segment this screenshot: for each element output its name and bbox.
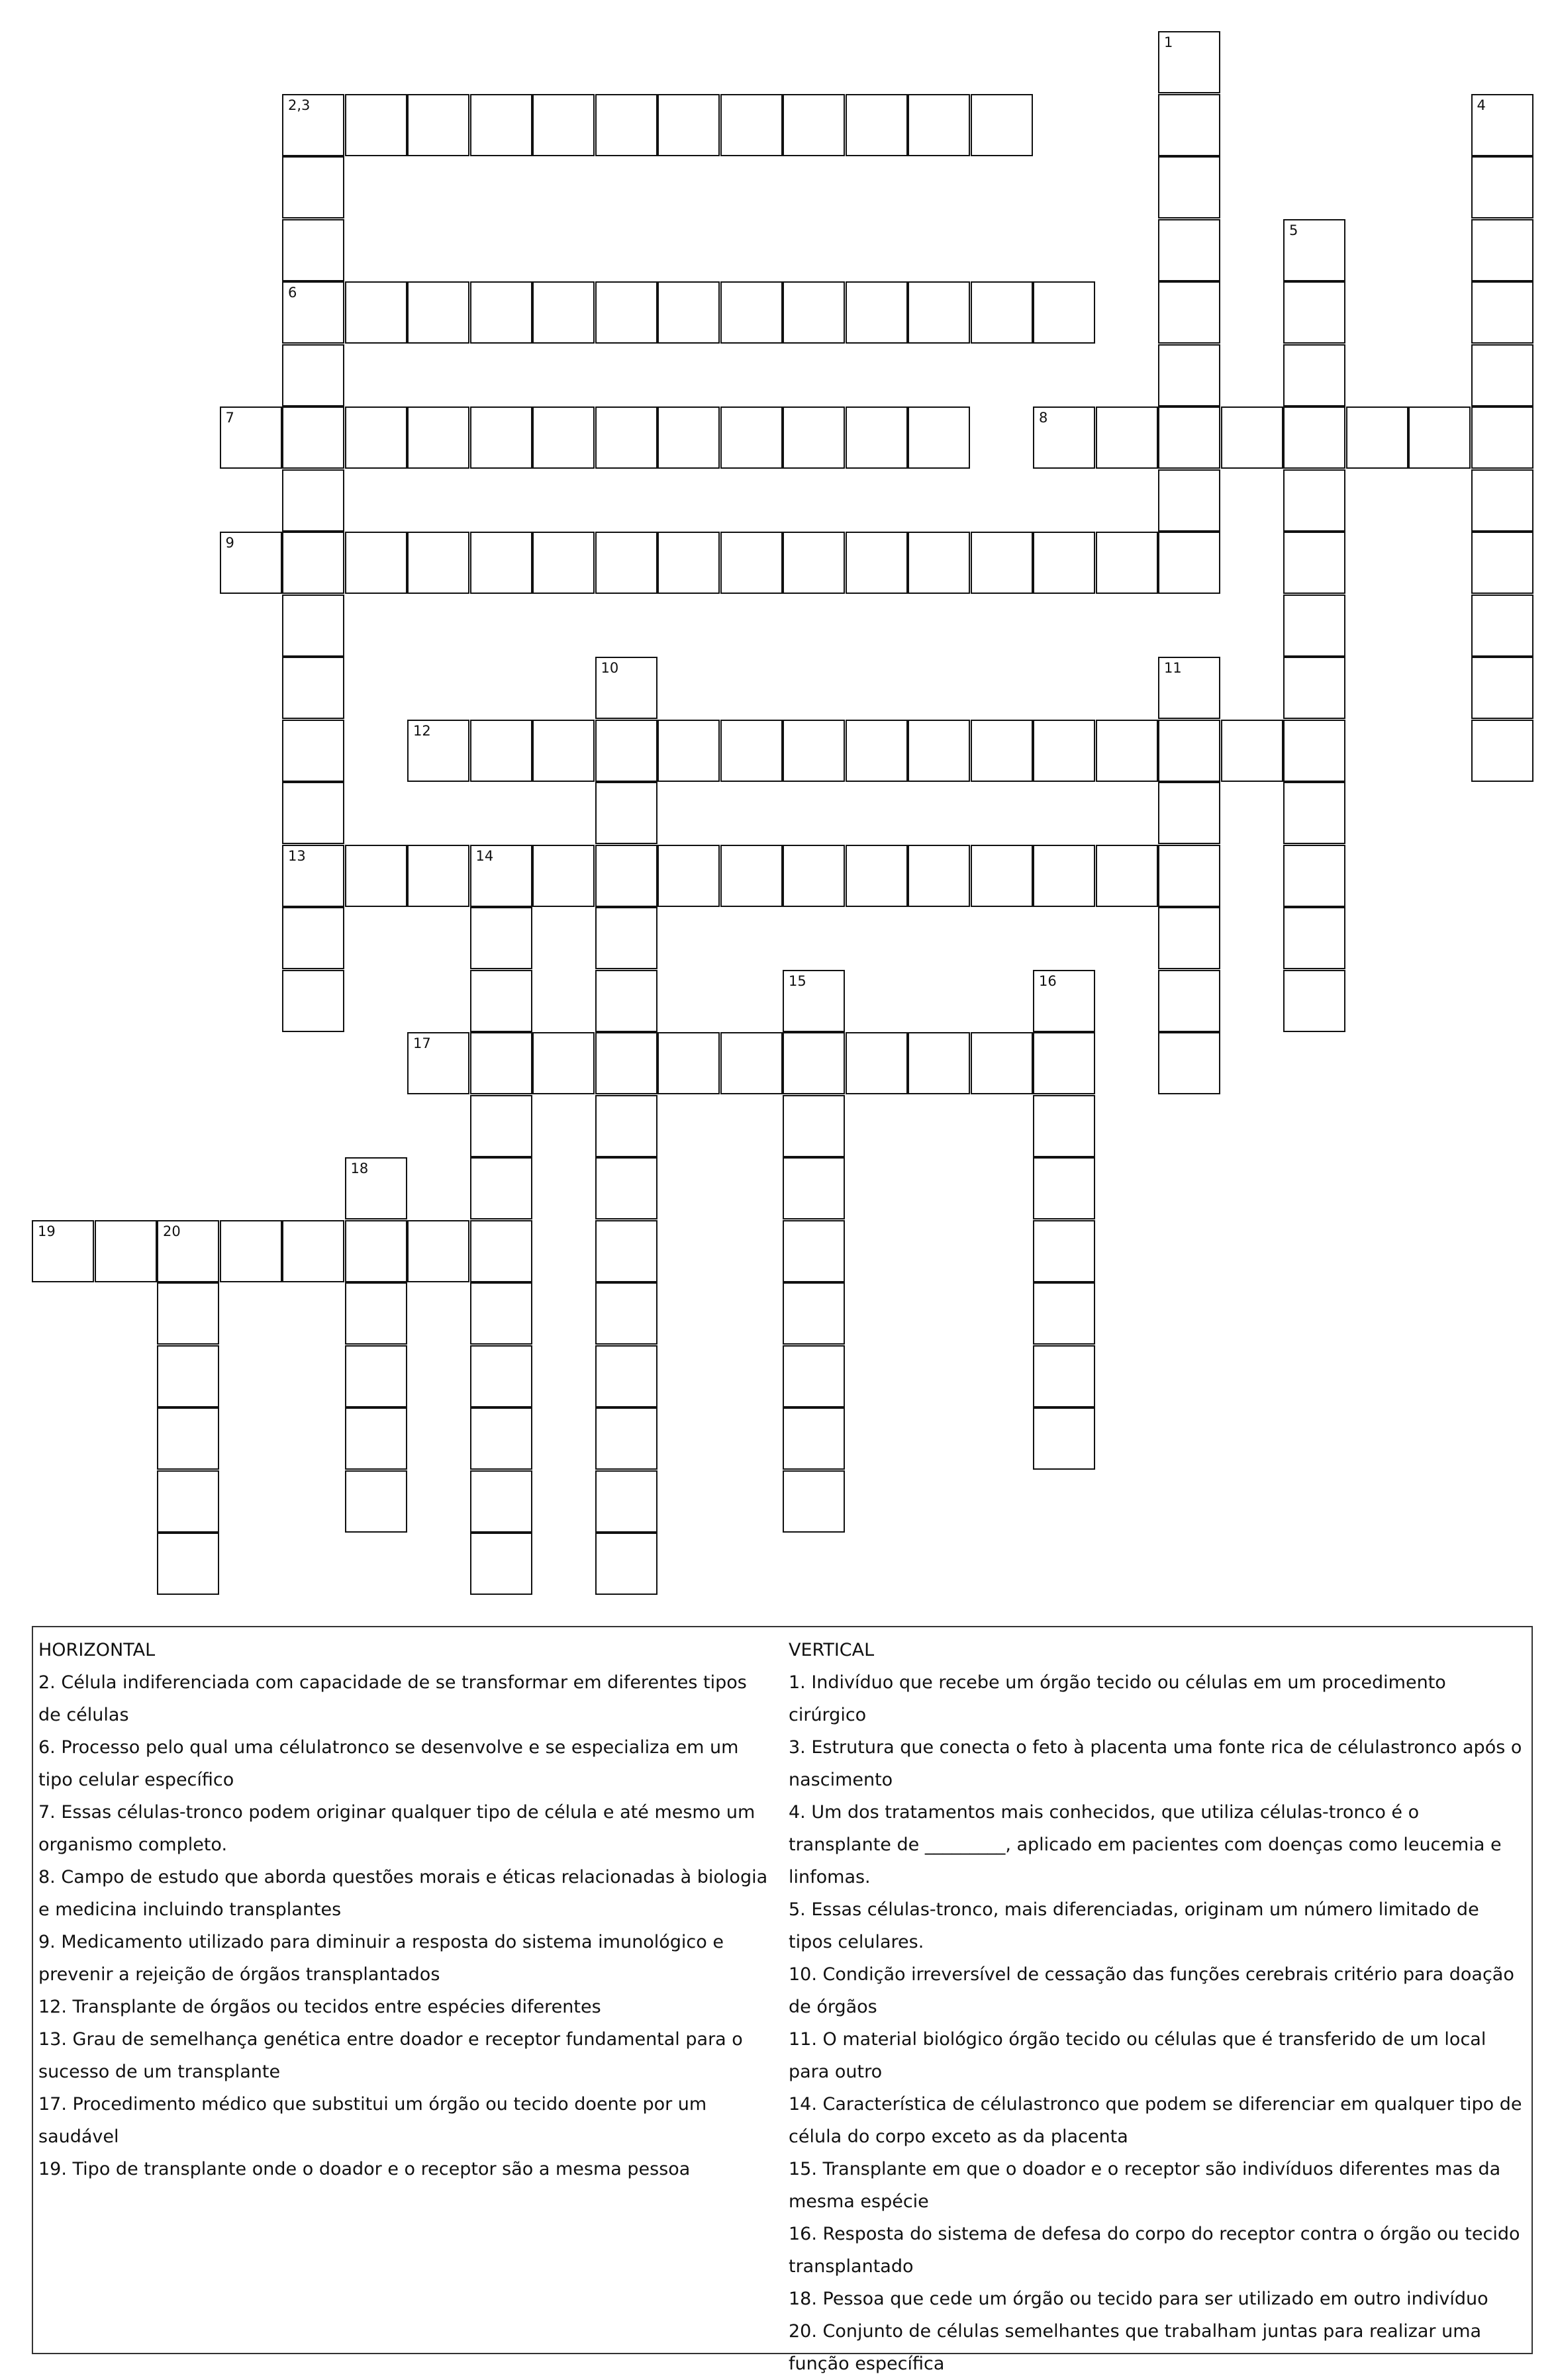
grid-cell[interactable] (783, 406, 845, 469)
grid-cell[interactable] (783, 1157, 845, 1219)
grid-cell[interactable] (1283, 782, 1345, 844)
grid-cell[interactable] (470, 1407, 532, 1470)
grid-cell[interactable] (595, 782, 657, 844)
grid-cell[interactable] (783, 970, 845, 1032)
clue-number: 19 (38, 1223, 56, 1239)
grid-cell[interactable] (470, 907, 532, 969)
grid-cell[interactable] (971, 1032, 1033, 1094)
grid-cell[interactable] (1033, 720, 1095, 782)
clue-number: 9 (225, 535, 234, 551)
grid-cell[interactable] (1283, 219, 1345, 281)
grid-cell[interactable] (157, 1470, 219, 1533)
grid-cell[interactable] (1283, 970, 1345, 1032)
grid-cell[interactable] (95, 1220, 157, 1282)
grid-cell[interactable] (908, 720, 970, 782)
grid-cell[interactable] (1283, 344, 1345, 406)
grid-cell[interactable] (908, 94, 970, 156)
grid-cell[interactable] (657, 406, 720, 469)
clue-v1: 1. Indivíduo que recebe um órgão tecido ou células em um procedimento cirúrgico (789, 1672, 1446, 1725)
clue-v16: 16. Resposta do sistema de defesa do corpo do receptor contra o órgão ou tecido transplantado (789, 2224, 1520, 2277)
clue-v4: 4. Um dos tratamentos mais conhecidos, que utiliza células-tronco é o transplante de _________, aplicado em pacientes com doenças como leucemia e linfomas. (789, 1802, 1502, 1887)
grid-cell[interactable] (720, 720, 783, 782)
grid-cell[interactable] (657, 1032, 720, 1094)
grid-cell[interactable] (470, 1095, 532, 1157)
grid-cell[interactable] (1283, 907, 1345, 969)
grid-cell[interactable] (1471, 469, 1533, 532)
grid-cell[interactable] (282, 782, 344, 844)
grid-cell[interactable] (1096, 720, 1158, 782)
grid-cell[interactable] (1283, 845, 1345, 907)
grid-cell[interactable] (783, 720, 845, 782)
vertical-heading: VERTICAL (789, 1640, 875, 1660)
clue-h2: 2. Célula indiferenciada com capacidade de se transformar em diferentes tipos de células (38, 1672, 747, 1725)
grid-cell[interactable] (1346, 406, 1408, 469)
grid-cell[interactable] (783, 1032, 845, 1094)
grid-cell[interactable] (1033, 845, 1095, 907)
grid-cell[interactable] (783, 1095, 845, 1157)
grid-cell[interactable] (282, 657, 344, 719)
grid-cell[interactable] (282, 845, 344, 907)
grid-cell[interactable] (657, 845, 720, 907)
grid-cell[interactable] (157, 1533, 219, 1595)
grid-cell[interactable] (971, 845, 1033, 907)
grid-cell[interactable] (345, 532, 407, 594)
clue-h8: 8. Campo de estudo que aborda questões morais e éticas relacionadas à biologia e medicina incluindo transplantes (38, 1867, 768, 1920)
grid-cell[interactable] (345, 1220, 407, 1282)
grid-cell[interactable] (1158, 156, 1220, 218)
clue-number: 11 (1164, 660, 1182, 676)
grid-cell[interactable] (470, 1282, 532, 1345)
grid-cell[interactable] (971, 281, 1033, 344)
grid-cell[interactable] (470, 970, 532, 1032)
grid-cell[interactable] (220, 532, 282, 594)
grid-cell[interactable] (783, 1407, 845, 1470)
grid-cell[interactable] (1283, 720, 1345, 782)
grid-cell[interactable] (846, 845, 908, 907)
grid-cell[interactable] (1158, 469, 1220, 532)
grid-cell[interactable] (470, 1470, 532, 1533)
grid-cell[interactable] (345, 281, 407, 344)
grid-cell[interactable] (532, 1032, 595, 1094)
grid-cell[interactable] (657, 94, 720, 156)
grid-cell[interactable] (595, 1157, 657, 1219)
grid-cell[interactable] (846, 406, 908, 469)
grid-cell[interactable] (595, 1220, 657, 1282)
grid-cell[interactable] (220, 406, 282, 469)
grid-cell[interactable] (1033, 406, 1095, 469)
clue-number: 8 (1039, 410, 1048, 426)
grid-cell[interactable] (407, 406, 469, 469)
grid-cell[interactable] (1221, 720, 1283, 782)
grid-cell[interactable] (282, 94, 344, 156)
grid-cell[interactable] (1158, 406, 1220, 469)
grid-cell[interactable] (595, 1345, 657, 1407)
grid-cell[interactable] (1158, 31, 1220, 93)
grid-cell[interactable] (470, 845, 532, 907)
grid-cell[interactable] (720, 532, 783, 594)
grid-cell[interactable] (157, 1220, 219, 1282)
grid-cell[interactable] (595, 532, 657, 594)
grid-cell[interactable] (595, 94, 657, 156)
clue-v10: 10. Condição irreversível de cessação das funções cerebrais critério para doação de órgãos (789, 1964, 1514, 2017)
clue-number: 14 (475, 847, 494, 864)
grid-cell[interactable] (407, 845, 469, 907)
grid-cell[interactable] (595, 970, 657, 1032)
grid-cell[interactable] (470, 1345, 532, 1407)
grid-cell[interactable] (282, 907, 344, 969)
grid-cell[interactable] (1471, 595, 1533, 657)
clue-number: 15 (789, 973, 806, 989)
grid-cell[interactable] (1471, 94, 1533, 156)
grid-cell[interactable] (783, 1220, 845, 1282)
grid-cell[interactable] (32, 1220, 94, 1282)
clue-number: 5 (1289, 222, 1298, 238)
grid-cell[interactable] (1471, 344, 1533, 406)
grid-cell[interactable] (532, 720, 595, 782)
grid-cell[interactable] (1283, 281, 1345, 344)
grid-cell[interactable] (282, 344, 344, 406)
grid-cell[interactable] (846, 532, 908, 594)
grid-cell[interactable] (470, 1220, 532, 1282)
horizontal-heading: HORIZONTAL (38, 1640, 156, 1660)
grid-cell[interactable] (1096, 532, 1158, 594)
clue-v20: 20. Conjunto de células semelhantes que trabalham juntas para realizar uma função específica (789, 2321, 1482, 2374)
grid-cell[interactable] (1158, 720, 1220, 782)
grid-cell[interactable] (595, 281, 657, 344)
grid-cell[interactable] (908, 406, 970, 469)
grid-cell[interactable] (1158, 219, 1220, 281)
grid-cell[interactable] (282, 219, 344, 281)
grid-cell[interactable] (282, 595, 344, 657)
grid-cell[interactable] (783, 1345, 845, 1407)
grid-cell[interactable] (282, 532, 344, 594)
grid-cell[interactable] (595, 1470, 657, 1533)
grid-cell[interactable] (407, 532, 469, 594)
grid-cell[interactable] (657, 720, 720, 782)
grid-cell[interactable] (1033, 1032, 1095, 1094)
clue-h7: 7. Essas células-tronco podem originar qualquer tipo de célula e até mesmo um organismo completo. (38, 1802, 755, 1855)
clue-number: 7 (225, 410, 234, 426)
grid-cell[interactable] (595, 1282, 657, 1345)
clue-h19: 19. Tipo de transplante onde o doador e o receptor são a mesma pessoa (38, 2159, 691, 2179)
grid-cell[interactable] (470, 532, 532, 594)
grid-cell[interactable] (971, 720, 1033, 782)
grid-cell[interactable] (1033, 1220, 1095, 1282)
grid-cell[interactable] (407, 720, 469, 782)
clue-number: 20 (163, 1223, 181, 1239)
grid-cell[interactable] (1158, 94, 1220, 156)
grid-cell[interactable] (1096, 406, 1158, 469)
grid-cell[interactable] (1471, 219, 1533, 281)
grid-cell[interactable] (345, 1157, 407, 1219)
grid-cell[interactable] (657, 281, 720, 344)
grid-cell[interactable] (1283, 532, 1345, 594)
grid-cell[interactable] (282, 720, 344, 782)
grid-cell[interactable] (1471, 406, 1533, 469)
grid-cell[interactable] (470, 1157, 532, 1219)
grid-cell[interactable] (783, 845, 845, 907)
grid-cell[interactable] (1471, 720, 1533, 782)
grid-cell[interactable] (1158, 532, 1220, 594)
grid-cell[interactable] (470, 281, 532, 344)
grid-cell[interactable] (1283, 595, 1345, 657)
grid-cell[interactable] (908, 845, 970, 907)
grid-cell[interactable] (1033, 1407, 1095, 1470)
grid-cell[interactable] (1471, 532, 1533, 594)
grid-cell[interactable] (1471, 657, 1533, 719)
grid-cell[interactable] (1158, 845, 1220, 907)
grid-cell[interactable] (345, 94, 407, 156)
grid-cell[interactable] (720, 845, 783, 907)
grid-cell[interactable] (1033, 532, 1095, 594)
grid-cell[interactable] (157, 1282, 219, 1345)
grid-cell[interactable] (595, 1095, 657, 1157)
grid-cell[interactable] (783, 1470, 845, 1533)
clue-h6: 6. Processo pelo qual uma célulatronco se desenvolve e se especializa em um tipo celular específico (38, 1737, 739, 1790)
clues-panel (32, 1626, 1533, 2374)
clue-number: 13 (288, 847, 306, 864)
clue-v18: 18. Pessoa que cede um órgão ou tecido para ser utilizado em outro indivíduo (789, 2289, 1488, 2309)
grid-cell[interactable] (1158, 281, 1220, 344)
clue-number: 1 (1164, 34, 1173, 50)
grid-cell[interactable] (971, 532, 1033, 594)
grid-cell[interactable] (657, 532, 720, 594)
grid-cell[interactable] (1158, 344, 1220, 406)
grid-cell[interactable] (971, 94, 1033, 156)
grid-cell[interactable] (720, 281, 783, 344)
clue-v3: 3. Estrutura que conecta o feto à placenta uma fonte rica de célulastronco após o nascimento (789, 1737, 1522, 1790)
grid-cell[interactable] (282, 156, 344, 218)
grid-cell[interactable] (1033, 281, 1095, 344)
grid-cell[interactable] (1158, 970, 1220, 1032)
grid-cell[interactable] (595, 907, 657, 969)
grid-cell[interactable] (1283, 469, 1345, 532)
grid-cell[interactable] (470, 94, 532, 156)
grid-cell[interactable] (1471, 281, 1533, 344)
grid-cell[interactable] (1033, 1095, 1095, 1157)
grid-cell[interactable] (595, 1407, 657, 1470)
grid-cell[interactable] (1408, 406, 1471, 469)
grid-cell[interactable] (720, 94, 783, 156)
grid-cell[interactable] (407, 94, 469, 156)
grid-cell[interactable] (532, 406, 595, 469)
grid-cell[interactable] (407, 1032, 469, 1094)
grid-cell[interactable] (157, 1407, 219, 1470)
grid-cell[interactable] (1033, 970, 1095, 1032)
grid-cell[interactable] (1158, 782, 1220, 844)
grid-cell[interactable] (282, 970, 344, 1032)
grid-cell[interactable] (595, 845, 657, 907)
grid-cell[interactable] (1033, 1157, 1095, 1219)
clue-v11: 11. O material biológico órgão tecido ou células que é transferido de um local para outro (789, 2029, 1486, 2082)
grid-cell[interactable] (345, 406, 407, 469)
clue-h12: 12. Transplante de órgãos ou tecidos entre espécies diferentes (38, 1997, 601, 2017)
clue-v14: 14. Característica de célulastronco que podem se diferenciar em qualquer tipo de célula do corpo exceto as da placenta (789, 2094, 1522, 2147)
grid-cell[interactable] (720, 406, 783, 469)
clue-h9: 9. Medicamento utilizado para diminuir a resposta do sistema imunológico e prevenir a rejeição de órgãos transplantados (38, 1932, 724, 1985)
grid-cell[interactable] (345, 1282, 407, 1345)
grid-cell[interactable] (1096, 845, 1158, 907)
grid-cell[interactable] (908, 1032, 970, 1094)
grid-cell[interactable] (470, 406, 532, 469)
grid-cell[interactable] (157, 1345, 219, 1407)
grid-cell[interactable] (282, 281, 344, 344)
grid-cell[interactable] (846, 720, 908, 782)
clue-number: 12 (413, 722, 431, 739)
grid-cell[interactable] (1158, 907, 1220, 969)
grid-cell[interactable] (1221, 406, 1283, 469)
grid-cell[interactable] (908, 532, 970, 594)
vertical-clues (789, 1634, 1527, 2380)
grid-cell[interactable] (783, 1282, 845, 1345)
grid-cell[interactable] (345, 1407, 407, 1470)
grid-cell[interactable] (532, 532, 595, 594)
clue-h13: 13. Grau de semelhança genética entre doador e receptor fundamental para o sucesso de um transplante (38, 2029, 743, 2082)
grid-cell[interactable] (532, 94, 595, 156)
grid-cell[interactable] (282, 469, 344, 532)
grid-cell[interactable] (783, 94, 845, 156)
clue-h17: 17. Procedimento médico que substitui um órgão ou tecido doente por um saudável (38, 2094, 707, 2147)
grid-cell[interactable] (595, 406, 657, 469)
grid-cell[interactable] (470, 1032, 532, 1094)
grid-cell[interactable] (345, 1470, 407, 1533)
grid-cell[interactable] (1158, 657, 1220, 719)
clue-number: 4 (1477, 97, 1486, 113)
grid-cell[interactable] (282, 406, 344, 469)
grid-cell[interactable] (345, 845, 407, 907)
grid-cell[interactable] (407, 281, 469, 344)
grid-cell[interactable] (407, 1220, 469, 1282)
grid-cell[interactable] (1158, 1032, 1220, 1094)
grid-cell[interactable] (282, 1220, 344, 1282)
grid-cell[interactable] (220, 1220, 282, 1282)
grid-cell[interactable] (470, 720, 532, 782)
clue-number: 10 (601, 660, 619, 676)
grid-cell[interactable] (846, 1032, 908, 1094)
grid-cell[interactable] (846, 94, 908, 156)
grid-cell[interactable] (345, 1345, 407, 1407)
grid-cell[interactable] (532, 281, 595, 344)
clue-number: 17 (413, 1035, 431, 1051)
clue-number: 18 (350, 1161, 369, 1176)
grid-cell[interactable] (595, 657, 657, 719)
grid-cell[interactable] (908, 281, 970, 344)
grid-cell[interactable] (783, 281, 845, 344)
clue-number: 2,3 (288, 97, 311, 113)
grid-cell[interactable] (720, 1032, 783, 1094)
grid-cell[interactable] (1471, 156, 1533, 218)
grid-cell[interactable] (532, 845, 595, 907)
grid-cell[interactable] (1283, 406, 1345, 469)
grid-cell[interactable] (595, 1032, 657, 1094)
clue-number: 6 (288, 285, 297, 301)
horizontal-clues (38, 1634, 770, 2185)
grid-cell[interactable] (595, 720, 657, 782)
grid-cell[interactable] (1033, 1282, 1095, 1345)
grid-cell[interactable] (846, 281, 908, 344)
grid-cell[interactable] (783, 532, 845, 594)
grid-cell[interactable] (1283, 657, 1345, 719)
grid-cell[interactable] (470, 1533, 532, 1595)
clue-v15: 15. Transplante em que o doador e o receptor são indivíduos diferentes mas da mesma espécie (789, 2159, 1501, 2212)
grid-cell[interactable] (595, 1533, 657, 1595)
clue-number: 16 (1039, 973, 1057, 989)
grid-cell[interactable] (1033, 1345, 1095, 1407)
clue-v5: 5. Essas células-tronco, mais diferenciadas, originam um número limitado de tipos celulares. (789, 1899, 1479, 1952)
